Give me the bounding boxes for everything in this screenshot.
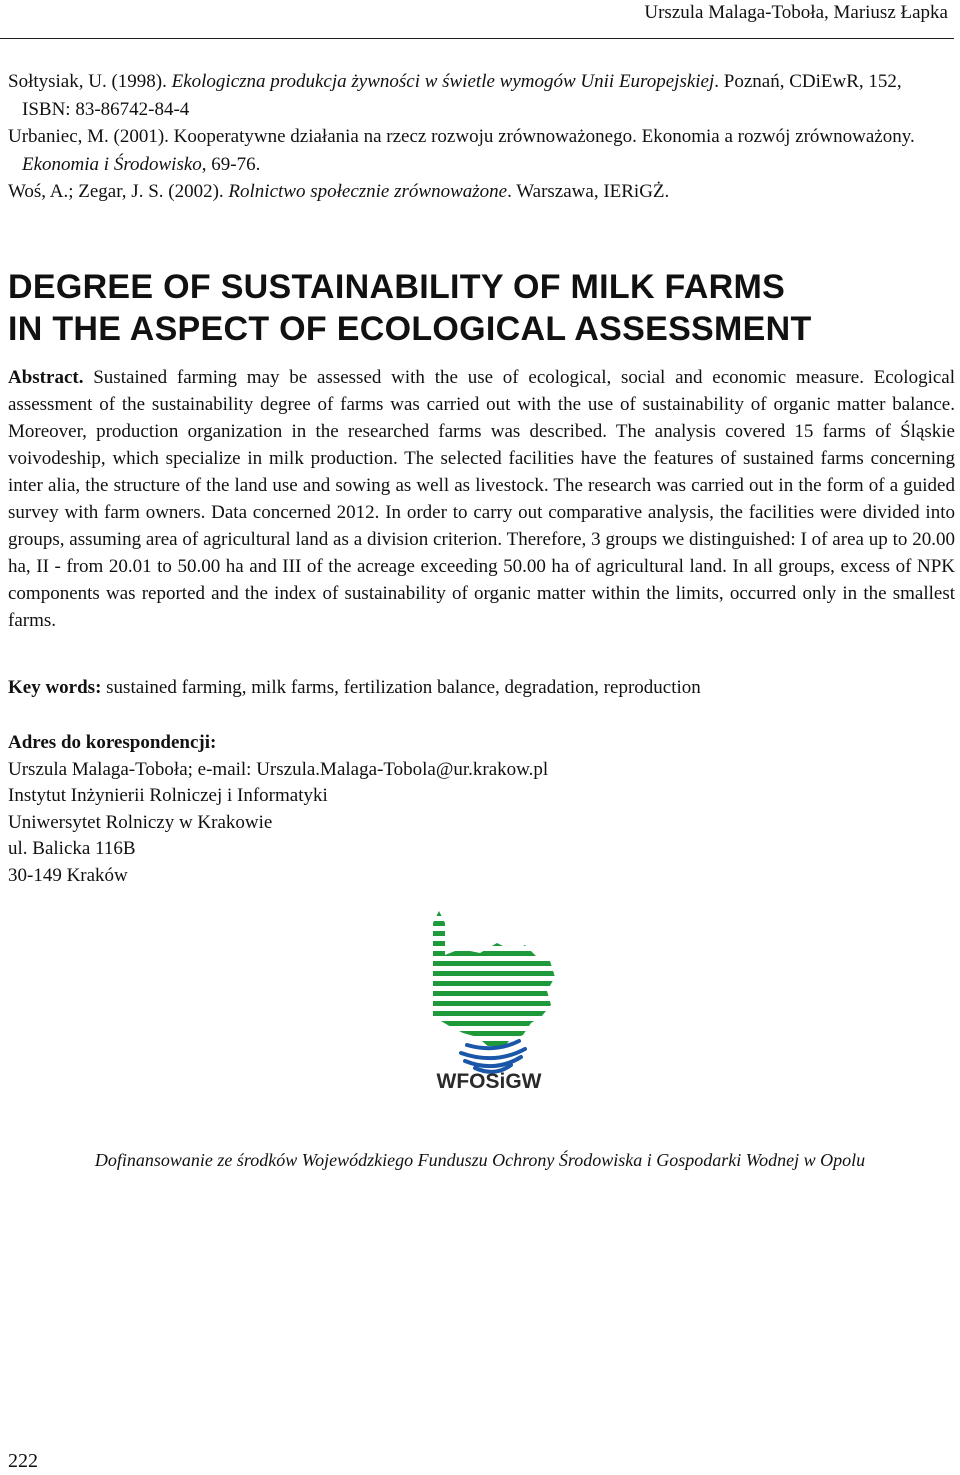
- keywords-label: Key words:: [8, 677, 102, 698]
- reference-item: Urbaniec, M. (2001). Kooperatywne działania na rzecz rozwoju zrównoważonego. Ekonomia a rozwój zrównoważony. Ekonomia i Środowisko, 69-76.: [8, 126, 915, 175]
- abstract-label: Abstract.: [8, 367, 84, 388]
- address-heading: Adres do korespondencji:: [8, 732, 217, 753]
- reference-title: Ekonomia i Środowisko: [22, 153, 202, 175]
- paper-title-line-2: IN THE ASPECT OF ECOLOGICAL ASSESSMENT: [8, 310, 812, 348]
- region-stripes: [405, 911, 575, 1046]
- abstract-text: Sustained farming may be assessed with the use of ecological, social and economic measure. Ecological assessment of the sustainability degree of farms was carried out with the use of sustainability of organic matter balance. Moreover, production organization in the researched farms was described. The analysis covered 15 farms of Śląskie voivodeship, which specialize in milk production. The selected facilities have the features of sustained farms concerning inter alia, the structure of the land use and sowing as well as livestock. The research was carried out in the form of a guided survey with farm owners. Data concerned 2012. In order to carry out comparative analysis, the facilities were divided into groups, assuming area of agricultural land as a division criterion. Therefore, 3 groups we distinguished: I of area up to 20.00 ha, II - from 20.01 to 50.00 ha and III of the acreage exceeding 50.00 ha of agricultural land. In all groups, excess of NPK components was reported and the index of sustainability of organic matter within the limits, occurred only in the smallest farms.: [8, 367, 955, 631]
- reference-list: [8, 68, 953, 206]
- running-head-authors: Urszula Malaga-Toboła, Mariusz Łapka: [644, 2, 948, 23]
- reference-title: Ekologiczna produkcja żywności w świetle wymogów Unii Europejskiej: [171, 71, 715, 92]
- keywords-text: sustained farming, milk farms, fertilization balance, degradation, reproduction: [101, 677, 701, 698]
- abstract: [8, 364, 955, 634]
- reference-item: Sołtysiak, U. (1998). Ekologiczna produkcja żywności w świetle wymogów Unii Europejskiej. Poznań, CDiEwR, 152, ISBN: 83-86742-84-4: [8, 71, 902, 120]
- keywords: [8, 674, 953, 701]
- funding-note: Dofinansowanie ze środków Wojewódzkiego Funduszu Ochrony Środowiska i Gospodarki Wodnej w Opolu: [94, 1150, 866, 1170]
- address-line: Uniwersytet Rolniczy w Krakowie: [8, 811, 273, 833]
- running-head: [0, 0, 954, 39]
- address-line: 30-149 Kraków: [8, 864, 128, 886]
- paper-title: [8, 266, 953, 350]
- address-line: ul. Balicka 116B: [8, 838, 136, 859]
- reference-item: Woś, A.; Zegar, J. S. (2002). Rolnictwo społecznie zrównoważone. Warszawa, IERiGŻ.: [8, 181, 670, 202]
- address-line: Instytut Inżynierii Rolniczej i Informatyki: [8, 785, 328, 806]
- address-line: Urszula Malaga-Toboła; e-mail: Urszula.Malaga-Tobola@ur.krakow.pl: [8, 758, 549, 780]
- reference-title: Rolnictwo społecznie zrównoważone: [228, 181, 508, 202]
- logo-text: WFOSiGW: [436, 1070, 542, 1093]
- correspondence-address: [8, 730, 953, 889]
- page-number: 222: [8, 1450, 38, 1472]
- paper-title-line-1: DEGREE OF SUSTAINABILITY OF MILK FARMS: [8, 268, 786, 306]
